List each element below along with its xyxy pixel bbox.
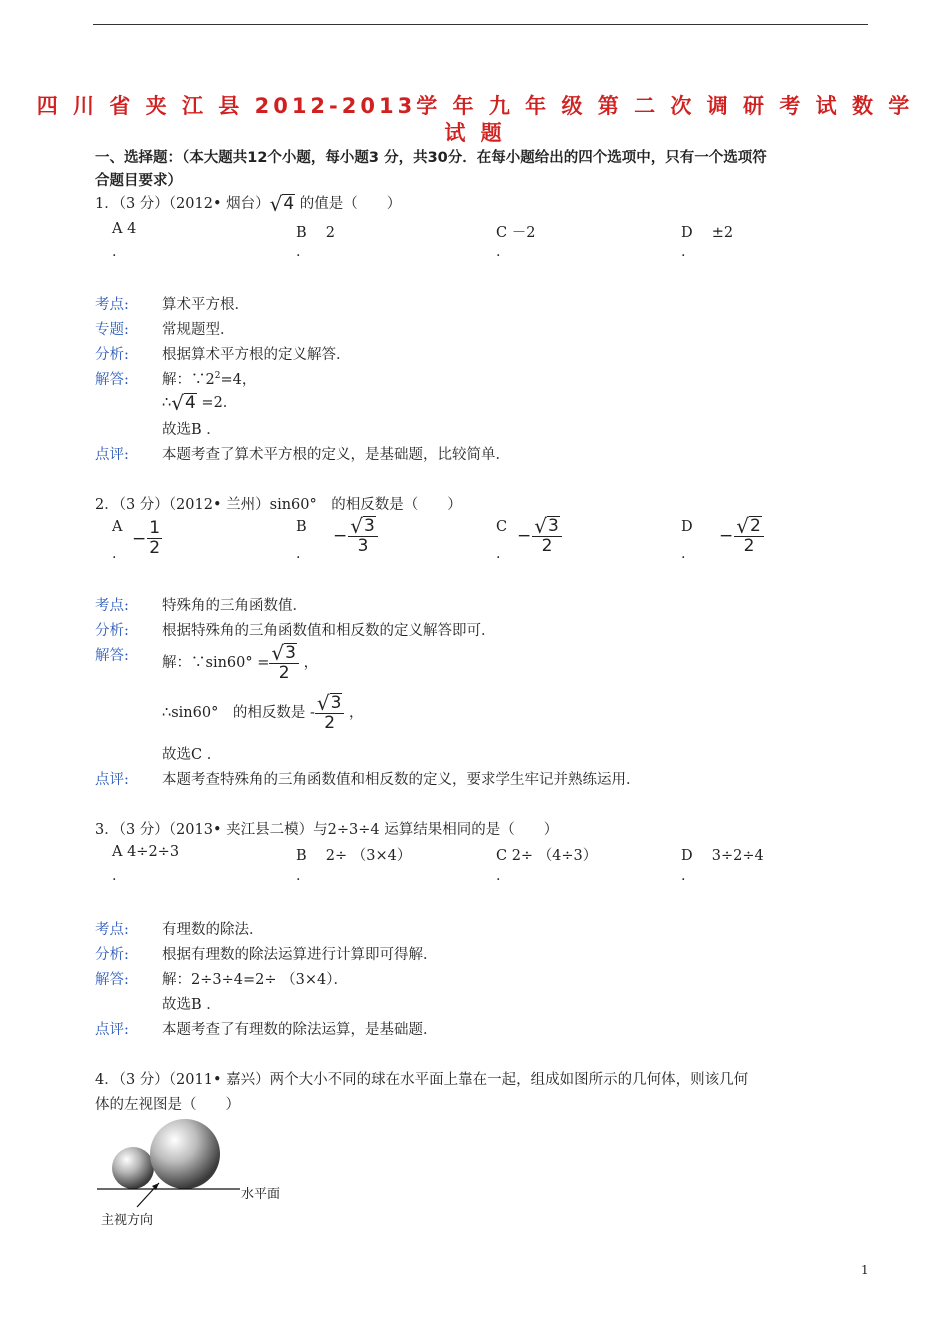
q1-option-b: B 2: [296, 225, 335, 241]
section-header-cont: 合题目要求）: [95, 173, 182, 189]
label-dianping: 点评:: [95, 1022, 129, 1038]
label-jieda: 解答:: [95, 372, 129, 388]
q2-option-c-value: − √ 3 2: [517, 516, 562, 556]
sqrt-4: √ 4: [269, 192, 295, 216]
q3-option-a: A 4÷2÷3: [112, 844, 180, 860]
q3-kaodian: 有理数的除法．: [162, 922, 264, 938]
q1-option-a: A 4: [112, 221, 137, 237]
fig-label-water: 水平面: [241, 1187, 281, 1202]
label-jieda: 解答:: [95, 648, 129, 664]
q2-dianping: 本题考查特殊角的三角函数值和相反数的定义，要求学生牢记并熟练运用．: [162, 772, 641, 788]
q4-stem-line2: 体的左视图是（ ）: [95, 1097, 240, 1113]
q2-option-a: A: [112, 519, 123, 535]
option-dot: .: [681, 868, 686, 884]
q1-kaodian: 算术平方根．: [162, 297, 249, 313]
q1-option-c: C －2: [496, 225, 536, 241]
q2-option-d: D: [681, 519, 693, 535]
label-dianping: 点评:: [95, 447, 129, 463]
q1-stem: 1．（3 分）（2012• 烟台） √ 4 的值是（ ）: [95, 192, 402, 216]
q3-stem: 3．（3 分）（2013• 夹江县二模）与2÷3÷4 运算结果相同的是（ ）: [95, 822, 559, 838]
option-dot: .: [496, 868, 501, 884]
label-zhuanti: 专题:: [95, 322, 129, 338]
page-number: 1: [861, 1263, 869, 1277]
q1-jieda-line1: 解：$\because 2^2=4$，: [162, 371, 257, 388]
q1-zhuanti: 常规题型．: [162, 322, 235, 338]
doc-title-line2: 试 题: [444, 121, 506, 145]
q2-jieda-line2: ∴sin60° 的相反数是 - √ 3 2 ，: [162, 691, 364, 733]
sqrt-4: √ 4: [171, 391, 196, 415]
option-dot: .: [496, 244, 501, 260]
q3-jieda-line2: 故选B ．: [162, 997, 221, 1013]
q2-fenxi: 根据特殊角的三角函数值和相反数的定义解答即可．: [162, 623, 496, 639]
option-dot: .: [112, 868, 117, 884]
option-dot: .: [112, 546, 117, 562]
q1-fenxi: 根据算术平方根的定义解答．: [162, 347, 351, 363]
q3-option-b: B 2÷ （3×4）: [296, 848, 412, 864]
doc-title-line1: 四 川 省 夹 江 县 2012-2013学 年 九 年 级 第 二 次 调 研 考 试 数 学: [36, 94, 914, 118]
small-sphere: [112, 1147, 154, 1189]
option-dot: .: [496, 546, 501, 562]
fig-label-direction: 主视方向: [101, 1213, 154, 1228]
option-dot: .: [296, 244, 301, 260]
option-dot: .: [296, 546, 301, 562]
q1-dianping: 本题考查了算术平方根的定义，是基础题，比较简单．: [162, 447, 510, 463]
fraction-sqrt3-over-2: √ 3 2: [269, 643, 299, 683]
q3-dianping: 本题考查了有理数的除法运算，是基础题．: [162, 1022, 438, 1038]
large-sphere: [150, 1119, 220, 1189]
option-dot: .: [296, 868, 301, 884]
q2-option-b: B: [296, 519, 307, 535]
q2-kaodian: 特殊角的三角函数值．: [162, 598, 307, 614]
q2-option-b-value: − √ 3 3: [333, 516, 378, 556]
q2-option-c: C: [496, 519, 508, 535]
q1-jieda-line2: ∴ √ 4 =2．: [162, 391, 238, 415]
section-header: 一、选择题：（本大题共12个小题，每小题3 分，共30分．在每小题给出的四个选项中，只有一个选项符: [95, 150, 767, 166]
q1-jieda-line3: 故选B ．: [162, 422, 221, 438]
q2-option-a-value: − $\frac{1}{2}$: [132, 518, 161, 558]
option-dot: .: [681, 546, 686, 562]
option-dot: .: [681, 244, 686, 260]
q3-option-d: D 3÷2÷4: [681, 848, 764, 864]
option-dot: .: [112, 244, 117, 260]
q2-option-d-value: − √ 2 2: [719, 516, 764, 556]
q2-stem: 2．（3 分）（2012• 兰州）sin60° 的相反数是（ ）: [95, 497, 462, 513]
q3-fenxi: 根据有理数的除法运算进行计算即可得解．: [162, 947, 438, 963]
label-fenxi: 分析:: [95, 347, 129, 363]
label-fenxi: 分析:: [95, 947, 129, 963]
label-kaodian: 考点:: [95, 598, 129, 614]
q3-option-c: C 2÷ （4÷3）: [496, 848, 598, 864]
label-kaodian: 考点:: [95, 922, 129, 938]
top-rule: [93, 24, 868, 25]
q3-jieda-line1: 解：2÷3÷4=2÷ （3×4）．: [162, 972, 348, 988]
q2-jieda-line3: 故选C ．: [162, 747, 222, 763]
label-kaodian: 考点:: [95, 297, 129, 313]
label-jieda: 解答:: [95, 972, 129, 988]
q2-jieda-line1: 解：∵sin60° = √ 3 2 ，: [162, 641, 319, 683]
q4-stem-line1: 4．（3 分）（2011• 嘉兴）两个大小不同的球在水平面上靠在一起，组成如图所示的几何体，则该几何: [95, 1072, 749, 1088]
label-dianping: 点评:: [95, 772, 129, 788]
label-fenxi: 分析:: [95, 623, 129, 639]
q1-option-d: D ±2: [681, 225, 734, 241]
fraction-sqrt3-over-2: √ 3 2: [315, 693, 345, 733]
